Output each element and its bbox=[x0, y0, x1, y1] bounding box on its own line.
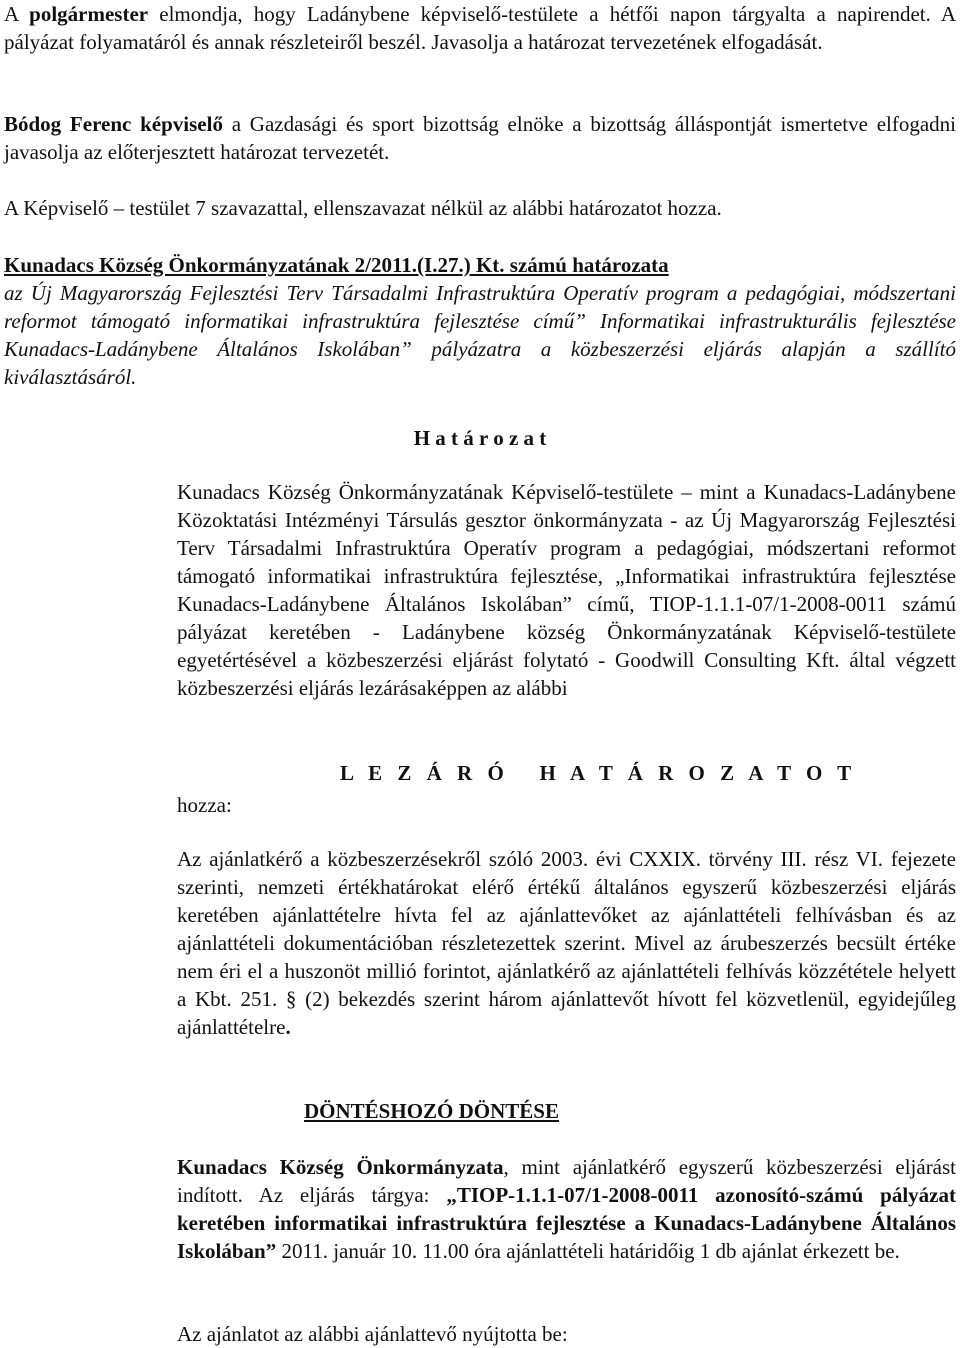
paragraph-bidder: Az ajánlatot az alábbi ajánlattevő nyújtotta be: bbox=[177, 1322, 568, 1346]
paragraph-lead: A bbox=[4, 2, 30, 26]
actor-bodog: Bódog Ferenc képviselő bbox=[4, 112, 223, 136]
hozza-label: hozza: bbox=[177, 793, 232, 817]
procedure-subject: „TIOP-1.1.1-07/1-2008-0011 azonosító-számú pályázat keretében informatikai infrastruktúra fejlesztése a Kunadacs-Ladánybene Általános Iskolában” bbox=[177, 1183, 956, 1263]
lezaro-heading: L E Z Á R Ó H A T Á R O Z A T O T bbox=[340, 761, 857, 785]
paragraph-decision bbox=[177, 1153, 956, 1265]
paragraph-vote: A Képviselő – testület 7 szavazattal, ellenszavazat nélkül az alábbi határozatot hozza. bbox=[4, 196, 722, 220]
paragraph-procedure-text: Az ajánlatkérő a közbeszerzésekről szóló 2003. évi CXXIX. törvény III. rész VI. fejezete szerinti, nemzeti értékhatárokat elérő értékű általános egyszerű közbeszerzési eljárás keretében ajánlattételre hívta fel az ajánlattevőket az ajánlattételi felhívásban és az ajánlattételi dokumentációban részletezettek szerint. Mivel az árubeszerzés becsült értéke nem éri el a huszonöt millió forintot, ajánlatkérő az ajánlattételi felhívás közzététele helyett a Kbt. 251. § (2) bekezdés szerint három ajánlattevőt hívott fel közvetlenül, egyidejűleg ajánlattételre bbox=[177, 847, 956, 1039]
actor-municipality: Kunadacs Község Önkormányzata bbox=[177, 1155, 504, 1179]
paragraph-bodog bbox=[4, 110, 956, 166]
paragraph-mayor bbox=[4, 0, 956, 56]
actor-mayor: polgármester bbox=[29, 2, 149, 26]
paragraph-bodog-text: a Gazdasági és sport bizottság elnöke a bizottság álláspontját ismertetve elfogadni javasolja az előterjesztett határozat tervezetét. bbox=[4, 112, 956, 164]
paragraph-mayor-text: elmondja, hogy Ladánybene képviselő-testülete a hétfői napon tárgyalta a napirendet. A pályázat folyamatáról és annak részleteiről beszél. Javasolja a határozat tervezetének elfogadását. bbox=[4, 2, 956, 54]
paragraph-procedure-end: . bbox=[285, 1015, 291, 1039]
resolution-subject: az Új Magyarország Fejlesztési Terv Társadalmi Infrastruktúra Operatív program a pedagógiai, módszertani reformot támogató informatikai infrastruktúra fejlesztése című” Informatikai infrastrukturális fejlesztése Kunadacs-Ladánybene Általános Iskolában” pályázatra a közbeszerzési eljárás alapján a szállító kiválasztásáról. bbox=[4, 281, 956, 389]
hatarozat-heading: H a t á r o z a t bbox=[413, 426, 547, 450]
paragraph-procedure bbox=[177, 845, 956, 1041]
paragraph-decision-text2: 2011. január 10. 11.00 óra ajánlattételi határidőig 1 db ajánlat érkezett be. bbox=[276, 1239, 900, 1263]
resolution-title: Kunadacs Község Önkormányzatának 2/2011.(I.27.) Kt. számú határozata bbox=[4, 253, 669, 277]
paragraph-decision-text1: , mint ajánlatkérő egyszerű közbeszerzési eljárást indított. Az eljárás tárgya: bbox=[177, 1155, 957, 1207]
paragraph-resolution-body: Kunadacs Község Önkormányzatának Képviselő-testülete – mint a Kunadacs-Ladánybene Közoktatási Intézményi Társulás gesztor önkormányzata - az Új Magyarország Fejlesztési Terv Társadalmi Infrastruktúra Operatív program a pedagógiai, módszertani reformot támogató informatikai infrastruktúra fejlesztése, „Informatikai infrastruktúra fejlesztése Kunadacs-Ladánybene Általános Iskolában” című, TIOP-1.1.1-07/1-2008-0011 számú pályázat keretében - Ladánybene község Önkormányzatának Képviselő-testülete egyetértésével a közbeszerzési eljárást folytató - Goodwill Consulting Kft. által végzett közbeszerzési eljárás lezárásaképpen az alábbi bbox=[177, 480, 956, 700]
dontes-heading: DÖNTÉSHOZÓ DÖNTÉSE bbox=[304, 1099, 559, 1123]
